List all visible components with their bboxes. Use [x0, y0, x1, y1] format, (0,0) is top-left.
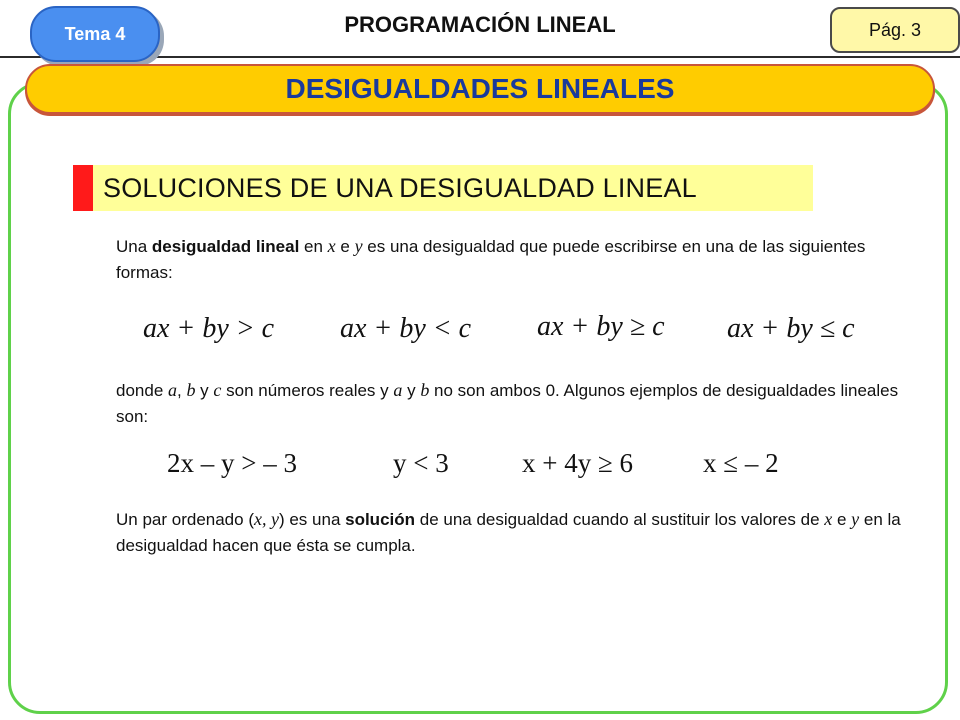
form-less-equal: ax + by ≤ c	[727, 313, 855, 344]
conditions-paragraph: donde a, b y c son números reales y a y b no son ambos 0. Algunos ejemplos de desigualdades lineales son:	[116, 380, 899, 426]
form-less-than: ax + by < c	[340, 313, 472, 344]
term-highlight: desigualdad lineal	[151, 237, 300, 256]
solution-paragraph: Un par ordenado (x, y) es una solución de una desigualdad cuando al sustituir los valores de x e y en la desigualdad hacen que ésta se cumpla.	[116, 509, 901, 555]
example-1: 2x – y > – 3	[167, 448, 297, 478]
header-title: PROGRAMACIÓN LINEAL	[344, 12, 616, 37]
example-2: y < 3	[393, 448, 449, 478]
example-4: x ≤ – 2	[703, 448, 779, 478]
subsection-title: SOLUCIONES DE UNA DESIGUALDAD LINEAL	[103, 172, 697, 203]
term-highlight: solución	[345, 510, 416, 529]
topic-badge: Tema 4	[30, 6, 160, 62]
bullet-marker	[73, 165, 93, 211]
intro-paragraph: Una desigualdad lineal en x e y es una desigualdad que puede escribirse en una de las siguientes formas:	[116, 236, 866, 282]
form-greater-than: ax + by > c	[143, 313, 275, 344]
form-greater-equal: ax + by ≥ c	[537, 311, 665, 342]
subsection-heading	[73, 165, 813, 211]
page-number-badge: Pág. 3	[830, 7, 960, 53]
example-3: x + 4y ≥ 6	[522, 448, 634, 478]
section-title: DESIGUALDADES LINEALES	[25, 64, 935, 114]
